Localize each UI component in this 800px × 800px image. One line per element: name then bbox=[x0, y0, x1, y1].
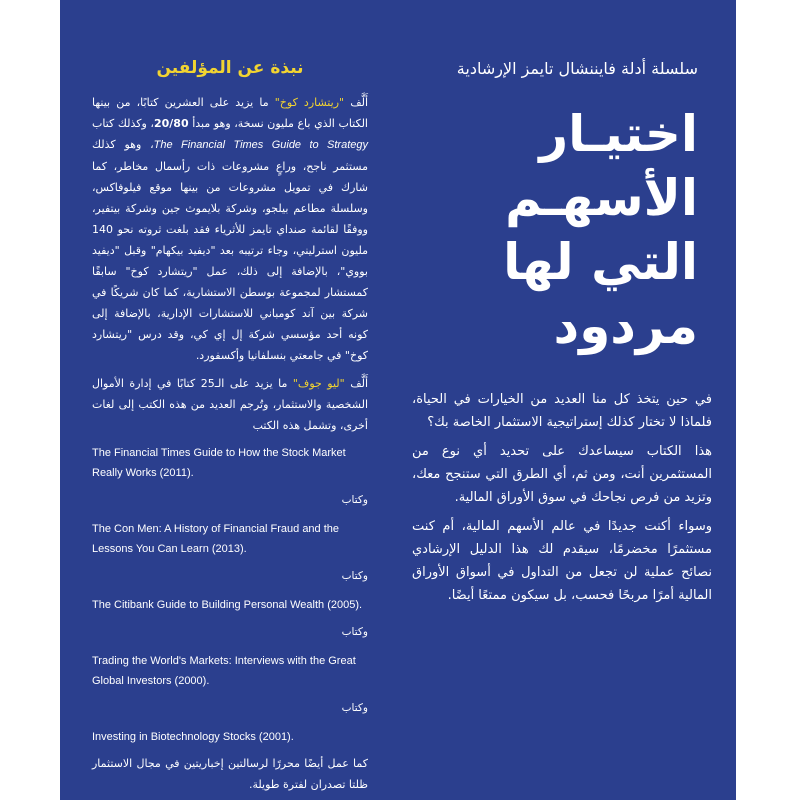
author2-text: ما يزيد على الـ25 كتابًا في إدارة الأموال الشخصية والاستثمار، وتُرجم العديد من هذه الكتب إلى لغات أخرى، وتشمل هذه الكتب bbox=[92, 377, 368, 432]
author-bios bbox=[92, 92, 368, 436]
author2-name: "ليو جوف" bbox=[292, 377, 345, 390]
book-connector-2: وكتاب bbox=[341, 570, 368, 582]
authors-heading: نبذة عن المؤلفين bbox=[156, 58, 304, 78]
book-blurb bbox=[412, 388, 712, 607]
author1-book: The Financial Times Guide to Strategy bbox=[153, 139, 368, 151]
series-name: سلسلة أدلة فايننشال تايمز الإرشادية bbox=[456, 59, 698, 78]
closing-text: كما عمل أيضًا محررًا لرسالتين إخباريتين في مجال الاستثمار ظلتا تصدران لفترة طويلة. bbox=[92, 757, 368, 791]
book-connector-1: وكتاب bbox=[341, 494, 368, 506]
book-back-cover bbox=[60, 0, 736, 800]
book-title-5: Investing in Biotechnology Stocks (2001). bbox=[92, 731, 294, 743]
author1-name: "ريتشارد كوخ" bbox=[274, 96, 345, 109]
book-title-line-2: التي لها مردود bbox=[503, 233, 698, 355]
book-title-1: The Financial Times Guide to How the Stock Market Really Works (2011). bbox=[92, 447, 346, 479]
author1-text-c: ، وهو كذلك مستثمر ناجح، وراعٍ مشروعات ذات رأسمال مخاطر، كما شارك في تمويل مشروعات من بينها موقع فيلوفاكس، وسلسلة مطاعم بيلجو، وشركة بلايموث جين وشركة بيتفير، ووفقًا لقائمة صنداي تايمز للأثرياء فقد بلغت ثروته نحو 140 مليون استرليني، وجاء ترتيبه بعد "ديفيد بيكهام" وقبل "ديفيد بووي"، بالإضافة إلى ذلك، عمل "ريتشارد كوخ" سابقًا كمستشار لمجموعة بوسطن الاستشارية، كما كان شريكًا في شركة بين آند كومباني للاستشارات الإدارية، بالإضافة إلى كونه أحد مؤسسي شركة إل إي كي، وقد درس "ريتشارد كوخ" في جامعتي بنسلفانيا وأكسفورد. bbox=[92, 138, 368, 362]
author1-text-a: ما يزيد على العشرين كتابًا، من بينها الكتاب الذي باع مليون نسخة، وهو مبدأ bbox=[92, 96, 368, 130]
book-list bbox=[92, 443, 368, 747]
author1-bio bbox=[92, 92, 368, 366]
book-title-2: The Con Men: A History of Financial Fraud and the Lessons You Can Learn (2013). bbox=[92, 523, 340, 555]
author1-prefix: أَلَّف bbox=[344, 96, 368, 109]
author1-principle: 20/80 bbox=[153, 117, 189, 130]
blurb-paragraph-1: في حين يتخذ كل منا العديد من الخيارات في الحياة، فلماذا لا تختار كذلك إستراتيجية الاستثمار الخاصة بك؟ bbox=[412, 392, 712, 430]
book-title-line-1: اختيـار الأسهـم bbox=[505, 105, 698, 227]
book-title-4: Trading the World's Markets: Interviews with the Great Global Investors (2000). bbox=[92, 655, 356, 687]
front-column bbox=[412, 58, 712, 613]
book-title-3: The Citibank Guide to Building Personal Wealth (2005). bbox=[92, 599, 363, 611]
author2-prefix: أَلَّف bbox=[344, 377, 368, 390]
author-bio-column bbox=[92, 58, 368, 795]
book-title bbox=[412, 102, 712, 358]
blurb-paragraph-3: وسواء أكنت جديدًا في عالم الأسهم المالية، أم كنت مستثمرًا مخضرمًا، سيقدم لك هذا الدليل الإرشادي نصائح عملية لن تجعل من التداول في أسواق الأوراق المالية أمرًا مربحًا فحسب، بل سيكون ممتعًا أيضًا. bbox=[412, 519, 712, 603]
book-connector-4: وكتاب bbox=[341, 702, 368, 714]
author1-text-b: ، وكذلك كتاب bbox=[92, 117, 154, 130]
author2-bio bbox=[92, 373, 368, 436]
book-connector-3: وكتاب bbox=[341, 626, 368, 638]
blurb-paragraph-2: هذا الكتاب سيساعدك على تحديد أي نوع من المستثمرين أنت، ومن ثم، أي الطرق التي ستنجح معك، وتزيد من فرص نجاحك في سوق الأوراق المالية. bbox=[412, 444, 712, 505]
